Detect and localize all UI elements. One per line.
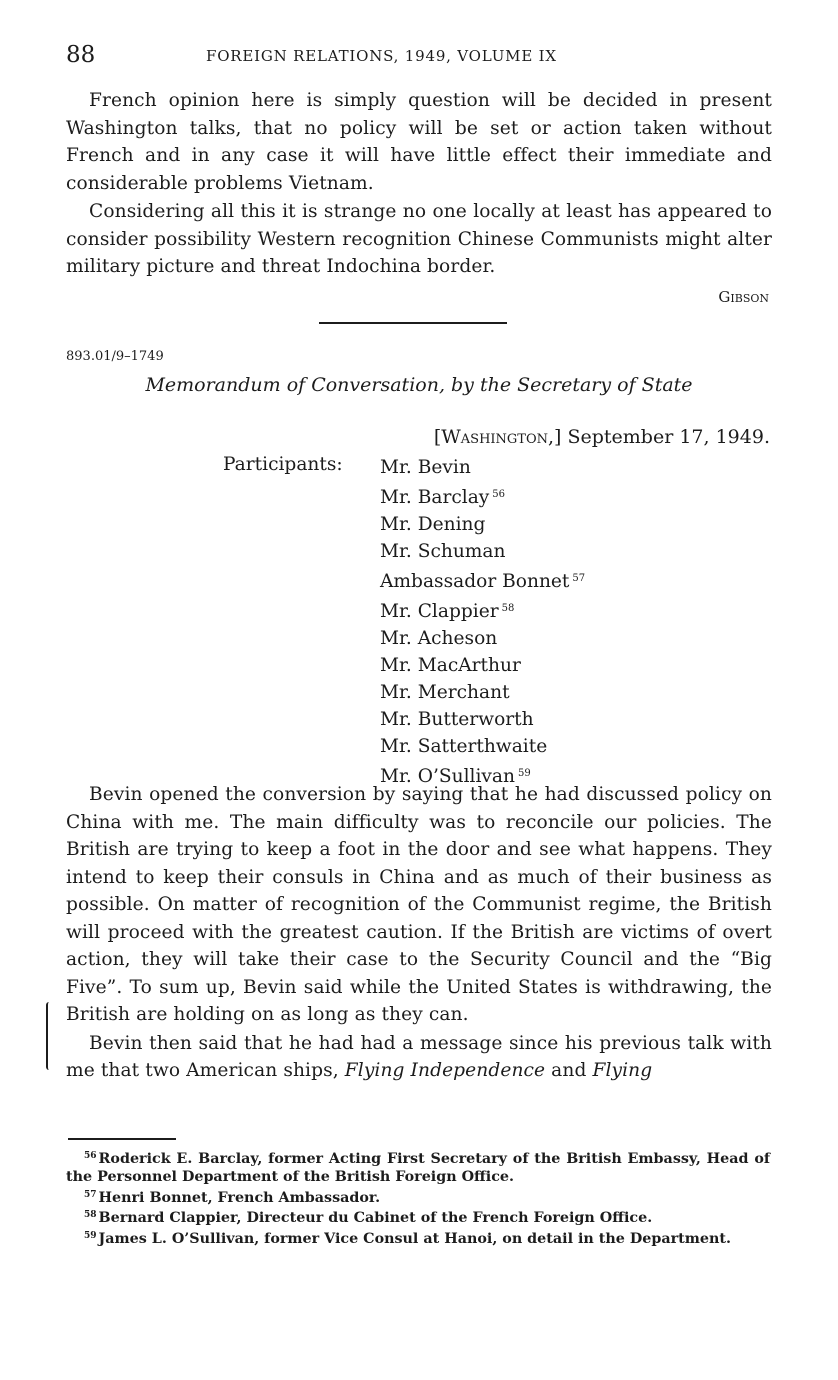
footnote: $^{59}$ James L. O’Sullivan, former Vice Consul at Hanoi, on detail in the Department. <box>84 1231 731 1248</box>
paragraph: Considering all this it is strange no one locally at least has appeared to consider possibility Western recognition Chinese Communists might alter military picture and threat Indochina border. <box>66 201 772 277</box>
paragraph: French opinion here is simply question will be decided in present Washington talks, that no policy will be set or action taken without French and in any case it will have little effect their immediate and considerable problems Vietnam. <box>66 90 772 194</box>
ship-name: Flying Independence <box>344 1060 546 1081</box>
dateline-place: [Washington,] <box>433 426 562 448</box>
ship-name: Flying <box>592 1060 653 1081</box>
footnote-ref: 56 <box>492 489 506 500</box>
file-number: 893.01/9–1749 <box>66 349 164 364</box>
page-header <box>66 42 772 68</box>
dateline <box>434 426 770 448</box>
previous-document-text <box>66 87 772 281</box>
participant: Mr. Acheson <box>380 628 498 649</box>
participant: Ambassador Bonnet $^{57}$ <box>380 571 586 592</box>
participants-label: Participants: <box>223 454 343 475</box>
footnote: $^{56}$ Roderick E. Barclay, former Acting First Secretary of the British Embassy, Head of the Personnel Department of the British Foreign Office. <box>66 1151 770 1185</box>
participant: Mr. Satterthwaite <box>380 736 548 757</box>
section-divider <box>319 322 507 324</box>
footnote: $^{57}$ Henri Bonnet, French Ambassador. <box>84 1189 381 1206</box>
participant: Mr. O’Sullivan $^{59}$ <box>380 766 531 787</box>
participant: Mr. Clappier $^{58}$ <box>380 601 515 622</box>
participants-list <box>380 454 585 790</box>
footnote-ref: 59 <box>517 768 531 779</box>
participant: Mr. MacArthur <box>380 655 521 676</box>
footnotes <box>66 1148 770 1249</box>
footnote: $^{58}$ Bernard Clappier, Directeur du Cabinet of the French Foreign Office. <box>84 1210 653 1227</box>
participant: Mr. Barclay $^{56}$ <box>380 487 506 508</box>
page-number: 88 <box>66 42 96 68</box>
participant: Mr. Dening <box>380 514 486 535</box>
footnote-ref: 58 <box>501 603 515 614</box>
participant: Mr. Butterworth <box>380 709 534 730</box>
paragraph: Bevin opened the conversion by saying that he had discussed policy on China with me. The main difficulty was to reconcile our policies. The British are trying to keep a foot in the door and see what happens. They intend to keep their consuls in China and as much of their business as possible. On matter of recognition of the Communist regime, the British will proceed with the greatest caution. If the British are victims of overt action, they will take their case to the Security Council and the “Big Five”. To sum up, Bevin said while the United States is withdrawing, the British are holding on as long as they can. <box>66 784 772 1025</box>
participant: Mr. Schuman <box>380 541 506 562</box>
participant: Mr. Merchant <box>380 682 510 703</box>
participant: Mr. Bevin <box>380 457 471 478</box>
footnote-ref: 57 <box>572 573 586 584</box>
footnote-divider <box>68 1138 176 1140</box>
running-head: FOREIGN RELATIONS, 1949, VOLUME IX <box>206 47 557 65</box>
dateline-date: September 17, 1949. <box>561 426 770 448</box>
document-title: Memorandum of Conversation, by the Secretary of State <box>145 374 693 396</box>
paragraph: Bevin then said that he had had a message since his previous talk with me that two American ships, Flying Independence and Flying <box>66 1032 772 1081</box>
memo-body <box>66 781 772 1085</box>
signature: Gibson <box>718 288 769 306</box>
margin-bracket-mark <box>46 1002 53 1070</box>
